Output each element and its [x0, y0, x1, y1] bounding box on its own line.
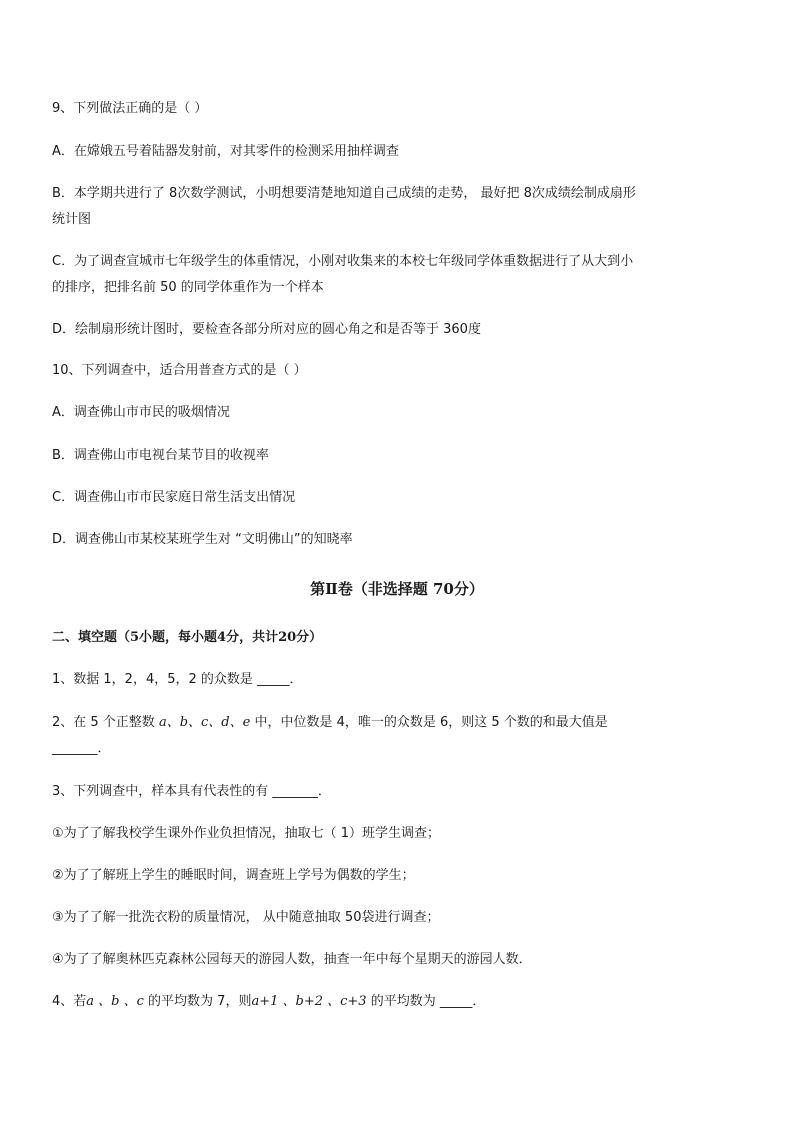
q10-option-d: D．调查佛山市某校某班学生对 “文明佛山”的知晓率: [52, 532, 353, 547]
fill-q4-post: 的平均数为 _____．: [366, 994, 486, 1009]
fill-q3-item4: ④为了了解奥林匹克森林公园每天的游园人数，抽查一年中每个星期天的游园人数．: [52, 952, 532, 967]
q10-stem: 10、下列调查中，适合用普查方式的是（ ）: [52, 363, 307, 378]
fill-q2-post: 中，中位数是 4，唯一的众数是 6，则这 5 个数的和最大值是: [250, 715, 608, 730]
q10-option-c: C．调查佛山市市民家庭日常生活支出情况: [52, 490, 296, 505]
q10-option-a: A．调查佛山市市民的吸烟情况: [52, 405, 230, 420]
fill-q4-pre: 4、若: [52, 994, 87, 1009]
fill-q1: 1、数据 1，2，4，5，2 的众数是 _____．: [52, 672, 303, 687]
fill-q2-vars: a、b、c、d、e: [158, 715, 251, 730]
fill-q3-item3: ③为了了解一批洗衣粉的质量情况， 从中随意抽取 50袋进行调查；: [52, 910, 440, 925]
fill-q3-item1: ①为了了解我校学生课外作业负担情况，抽取七（ 1）班学生调查；: [52, 826, 441, 841]
part2-subtitle: 二、填空题（5小题，每小题4分，共计20分）: [52, 630, 323, 645]
fill-q3: 3、下列调查中，样本具有代表性的有 _______．: [52, 784, 331, 799]
fill-q4-mid: 的平均数为 7，则: [143, 994, 252, 1009]
q9-option-b-line1: B．本学期共进行了 8次数学测试，小明想要清楚地知道自己成绩的走势， 最好把 8次成绩绘制成扇形: [52, 186, 636, 201]
fill-q3-item2: ②为了了解班上学生的睡眠时间，调查班上学号为偶数的学生；: [52, 868, 415, 883]
q9-option-d: D．绘制扇形统计图时，要检查各部分所对应的圆心角之和是否等于 360度: [52, 322, 481, 337]
q9-option-b-line2: 统计图: [52, 212, 92, 227]
q9-stem: 9、下列做法正确的是（ ）: [52, 101, 208, 116]
fill-q2-line2: _______．: [52, 741, 111, 756]
fill-q4-exprs: a+1 、b+2 、c+3: [251, 994, 367, 1009]
q9-option-a: A．在嫦娥五号着陆器发射前，对其零件的检测采用抽样调查: [52, 144, 399, 159]
fill-q2-line1: [52, 714, 752, 731]
q10-option-b: B．调查佛山市电视台某节目的收视率: [52, 448, 269, 463]
fill-q4: [52, 993, 752, 1010]
fill-q4-vars: a 、b 、c: [86, 994, 144, 1009]
q9-option-c-line2: 的排序，把排名前 50 的同学体重作为一个样本: [52, 280, 324, 295]
fill-q2-pre: 2、在 5 个正整数: [52, 715, 159, 730]
q9-option-c-line1: C．为了调查宣城市七年级学生的体重情况，小刚对收集来的本校七年级同学体重数据进行了从大到小: [52, 254, 634, 269]
part2-title: 第Ⅱ卷（非选择题 70分）: [310, 580, 484, 598]
